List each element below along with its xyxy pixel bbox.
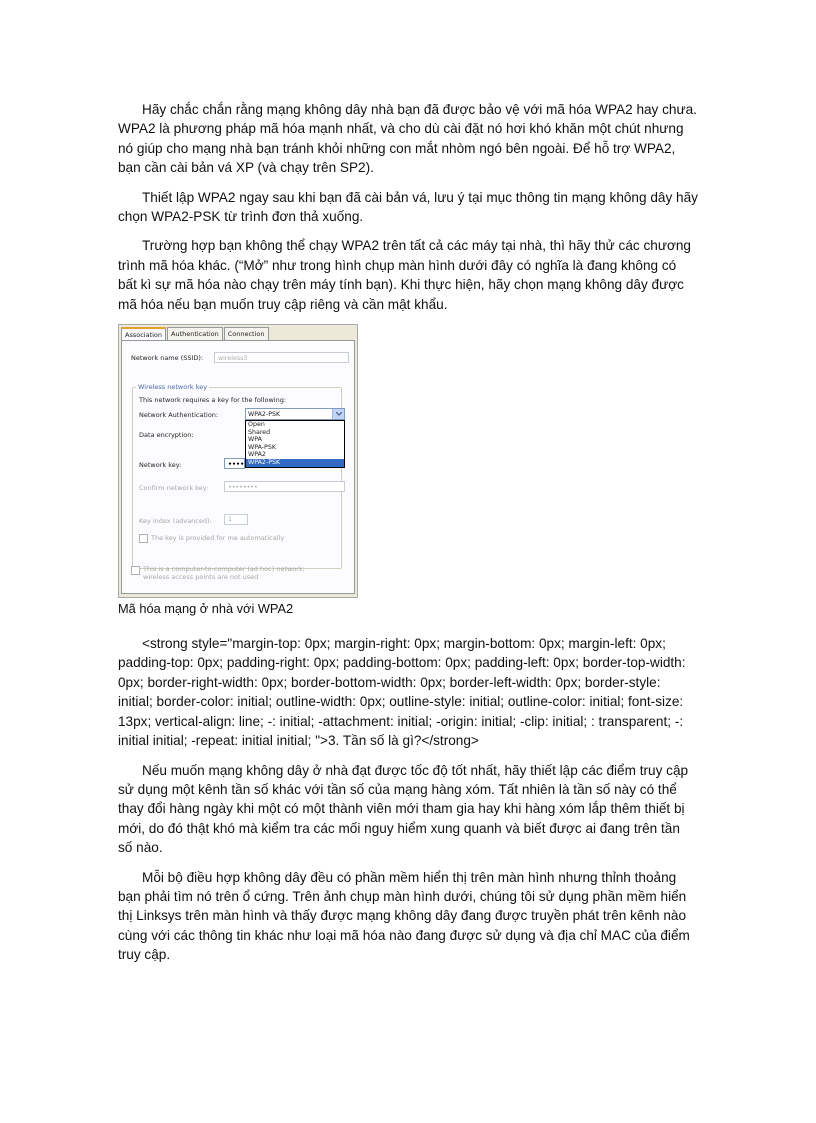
paragraph: Trường hợp bạn không thể chạy WPA2 trên tất cả các máy tại nhà, thì hãy thử các chương trình mã hóa khác. (“Mở” như trong hình chụp màn hình dưới đây có nghĩa là đang không có bất kì sự mã hóa nào chạy trên máy tính bạn). Khi thực hiện, hãy chọn mạng không dây được mã hóa nếu bạn muốn truy cập riêng và cần mật khẩu. — [118, 238, 691, 312]
document-page — [118, 100, 698, 975]
tab-authentication[interactable]: Authentication — [167, 327, 223, 340]
tab-connection[interactable]: Connection — [224, 327, 269, 340]
auto-key-label: The key is provided for me automatically — [151, 534, 285, 543]
group-description: This network requires a key for the following: — [139, 396, 287, 405]
auth-label: Network Authentication: — [139, 411, 219, 420]
auth-option[interactable]: Shared — [248, 428, 271, 436]
confirm-key-label: Confirm network key: — [139, 484, 209, 493]
chevron-down-icon — [336, 412, 342, 416]
paragraph: Nếu muốn mạng không dây ở nhà đạt được tốc độ tốt nhất, hãy thiết lập các điểm truy cập sử dụng một kênh tần số khác với tần số của mạng hàng xóm. Tất nhiên là tần số này có thể thay đổi hàng ngày khi một có một thành viên mới tham gia hay khi hàng xóm lắp thêm thiết bị mới, do đó thật khó mà kiểm tra các mối nguy hiểm xung quanh và biết được ai đang trên tần số nào. — [118, 762, 689, 856]
adhoc-label: This is a computer-to-computer (ad hoc) network; wireless access points are not used — [143, 565, 305, 582]
confirm-key-field[interactable]: •••••••• — [224, 481, 345, 492]
dialog-tabs — [121, 327, 270, 340]
network-name-field[interactable]: wireless3 — [214, 352, 349, 363]
adhoc-checkbox[interactable] — [131, 566, 140, 575]
auth-option-selected[interactable]: WPA2-PSK — [246, 459, 344, 467]
paragraph: <strong style="margin-top: 0px; margin-right: 0px; margin-bottom: 0px; margin-left: 0px; padding-top: 0px; padding-right: 0px; padding-bottom: 0px; padding-left: 0px; border-top-width: 0px; border-right-width: 0px; border-bottom-width: 0px; border-left-width: 0px; border-style: initial; border-color: initial; outline-width: 0px; outline-style: initial; outline-color: initial; font-size: 13px; vertical-align: line; -: initial; -attachment: initial; -origin: initial; -clip: initial; : transparent; -: initial initial; -repeat: initial initial; ">3. Tần số là gì?</strong> — [118, 636, 686, 749]
key-index-spinner[interactable]: 1 — [224, 514, 248, 525]
paragraph: Hãy chắc chắn rằng mạng không dây nhà bạn đã được bảo vệ với mã hóa WPA2 hay chưa. WPA2 là phương pháp mã hóa mạnh nhất, và cho dù cài đặt nó hơi khó khăn một chút nhưng nó giúp cho mạng nhà bạn tránh khỏi những con mắt nhòm ngó bên ngoài. Để hỗ trợ WPA2, bạn cần cài bản vá XP (và chạy trên SP2). — [118, 102, 697, 176]
auth-option[interactable]: WPA2 — [248, 451, 266, 459]
network-key-field[interactable]: •••• — [224, 458, 245, 469]
group-label: Wireless network key — [138, 383, 208, 392]
auth-dropdown-list[interactable] — [245, 420, 345, 468]
auto-key-checkbox[interactable] — [139, 534, 148, 543]
tab-association[interactable]: Association — [121, 327, 166, 342]
auth-combobox-value: WPA2-PSK — [248, 411, 281, 419]
tab-panel — [121, 340, 355, 594]
auth-combobox[interactable] — [245, 408, 345, 420]
encryption-label: Data encryption: — [139, 431, 194, 440]
auth-option[interactable]: Open — [248, 421, 265, 429]
paragraph: Thiết lập WPA2 ngay sau khi bạn đã cài bản vá, lưu ý tại mục thông tin mạng không dây hãy chọn WPA2-PSK từ trình đơn thả xuống. — [118, 189, 698, 225]
wireless-properties-dialog-screenshot — [118, 324, 358, 598]
network-key-label: Network key: — [139, 461, 182, 470]
paragraph: Mỗi bộ điều hợp không dây đều có phần mềm hiển thị trên màn hình nhưng thỉnh thoảng bạn phải tìm nó trên ổ cứng. Trên ảnh chụp màn hình dưới, chúng tôi sử dụng phần mềm hiển thị Linksys trên màn hình và thấy được mạng không dây đang được truyền phát trên kênh nào cùng với các thông tin khác như loại mã hóa nào đang được sử dụng và địa chỉ MAC của điểm truy cập. — [118, 869, 690, 963]
key-index-label: Key index (advanced): — [139, 517, 212, 526]
auth-option[interactable]: WPA-PSK — [248, 443, 276, 451]
network-name-label: Network name (SSID): — [131, 354, 204, 363]
combobox-dropdown-button[interactable] — [332, 409, 344, 419]
image-caption: Mã hóa mạng ở nhà với WPA2 — [118, 601, 294, 617]
auth-option[interactable]: WPA — [248, 436, 262, 444]
